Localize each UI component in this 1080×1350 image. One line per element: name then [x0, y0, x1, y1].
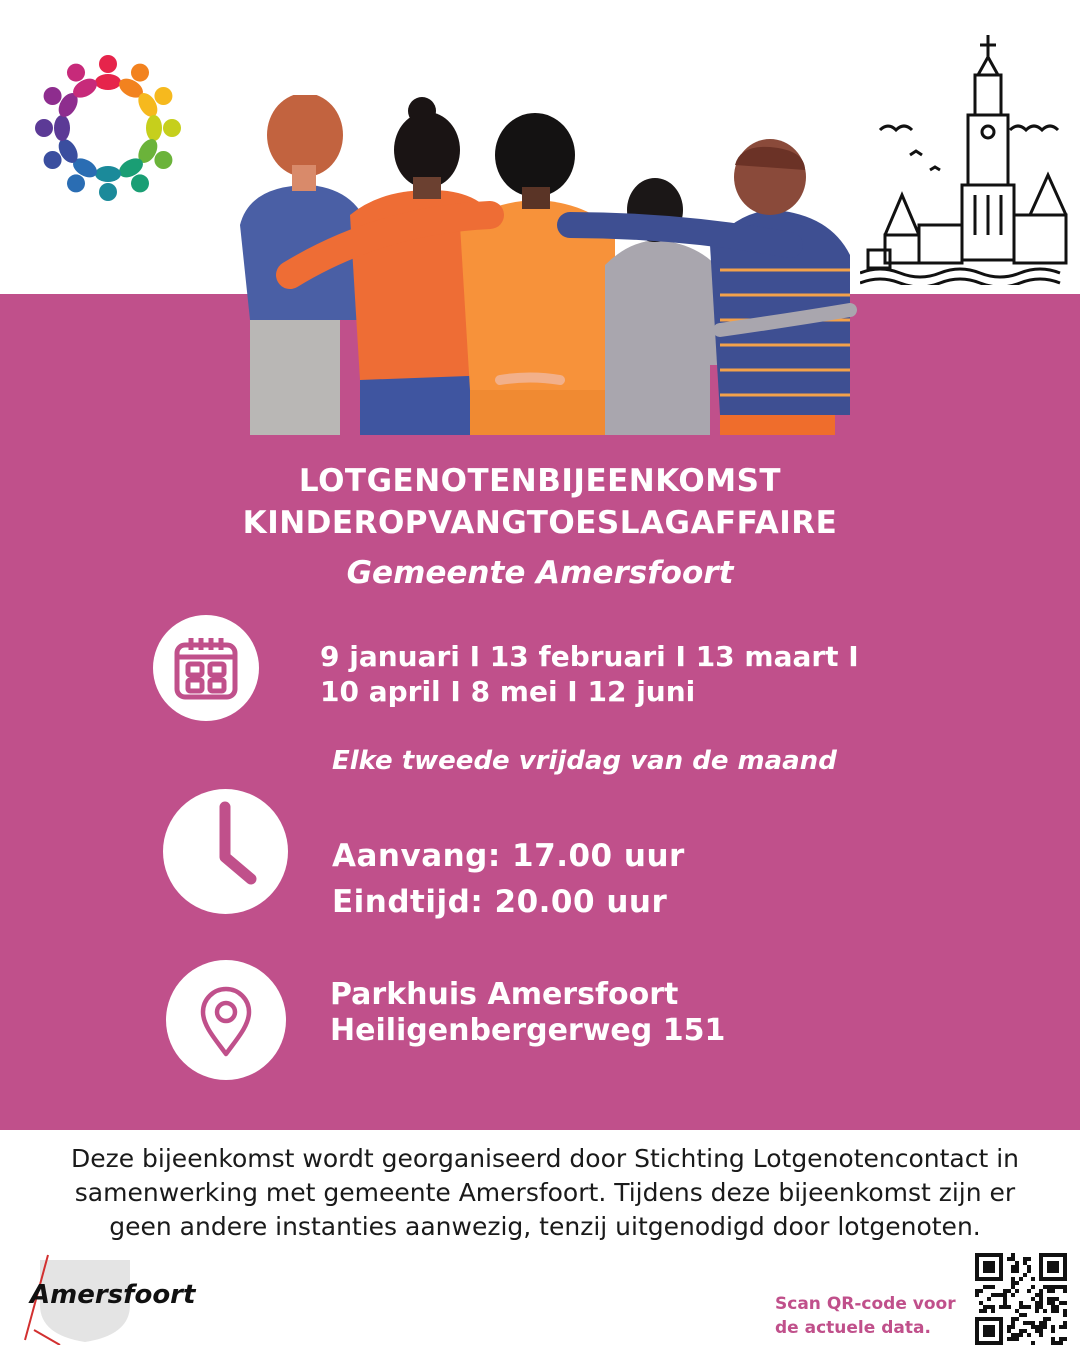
footer-line: geen andere instanties aanwezig, tenzij uitgenodigd door lotgenoten.	[109, 1212, 981, 1241]
footer-text	[30, 1142, 1060, 1244]
end-time: Eindtijd: 20.00 uur	[332, 884, 668, 920]
start-time: Aanvang: 17.00 uur	[332, 838, 685, 874]
qr-code-icon[interactable]	[975, 1253, 1067, 1345]
venue-name: Parkhuis Amersfoort	[330, 977, 679, 1012]
event-title-line2: KINDEROPVANGTOESLAGAFFAIRE	[242, 505, 838, 541]
event-subtitle: Gemeente Amersfoort	[346, 555, 734, 591]
calendar-icon	[171, 633, 241, 703]
amersfoort-logo-text: Amersfoort	[30, 1280, 196, 1310]
schedule-note: Elke tweede vrijdag van de maand	[332, 746, 837, 776]
qr-caption-line: de actuele data.	[775, 1318, 931, 1338]
group-hug-illustration	[230, 95, 870, 435]
location-pin-icon	[191, 980, 261, 1060]
footer-line: samenwerking met gemeente Amersfoort. Tijdens deze bijeenkomst zijn er	[74, 1178, 1016, 1207]
venue-address: Heiligenbergerweg 151	[330, 1013, 726, 1048]
clock-badge	[163, 789, 288, 914]
dates-line-2: 10 april I 8 mei I 12 juni	[320, 675, 696, 708]
footer-line: Deze bijeenkomst wordt georganiseerd door Stichting Lotgenotencontact in	[70, 1144, 1020, 1173]
qr-caption	[775, 1292, 956, 1340]
calendar-badge	[153, 615, 259, 721]
qr-caption-line: Scan QR-code voor	[775, 1294, 956, 1314]
location-badge	[166, 960, 286, 1080]
church-skyline-icon	[860, 35, 1075, 285]
event-title: LOTGENOTENBIJEENKOMST	[298, 463, 782, 499]
clock-icon	[163, 789, 288, 914]
dates-line-1: 9 januari I 13 februari I 13 maart I	[320, 640, 859, 673]
people-circle-logo-icon	[28, 48, 188, 208]
